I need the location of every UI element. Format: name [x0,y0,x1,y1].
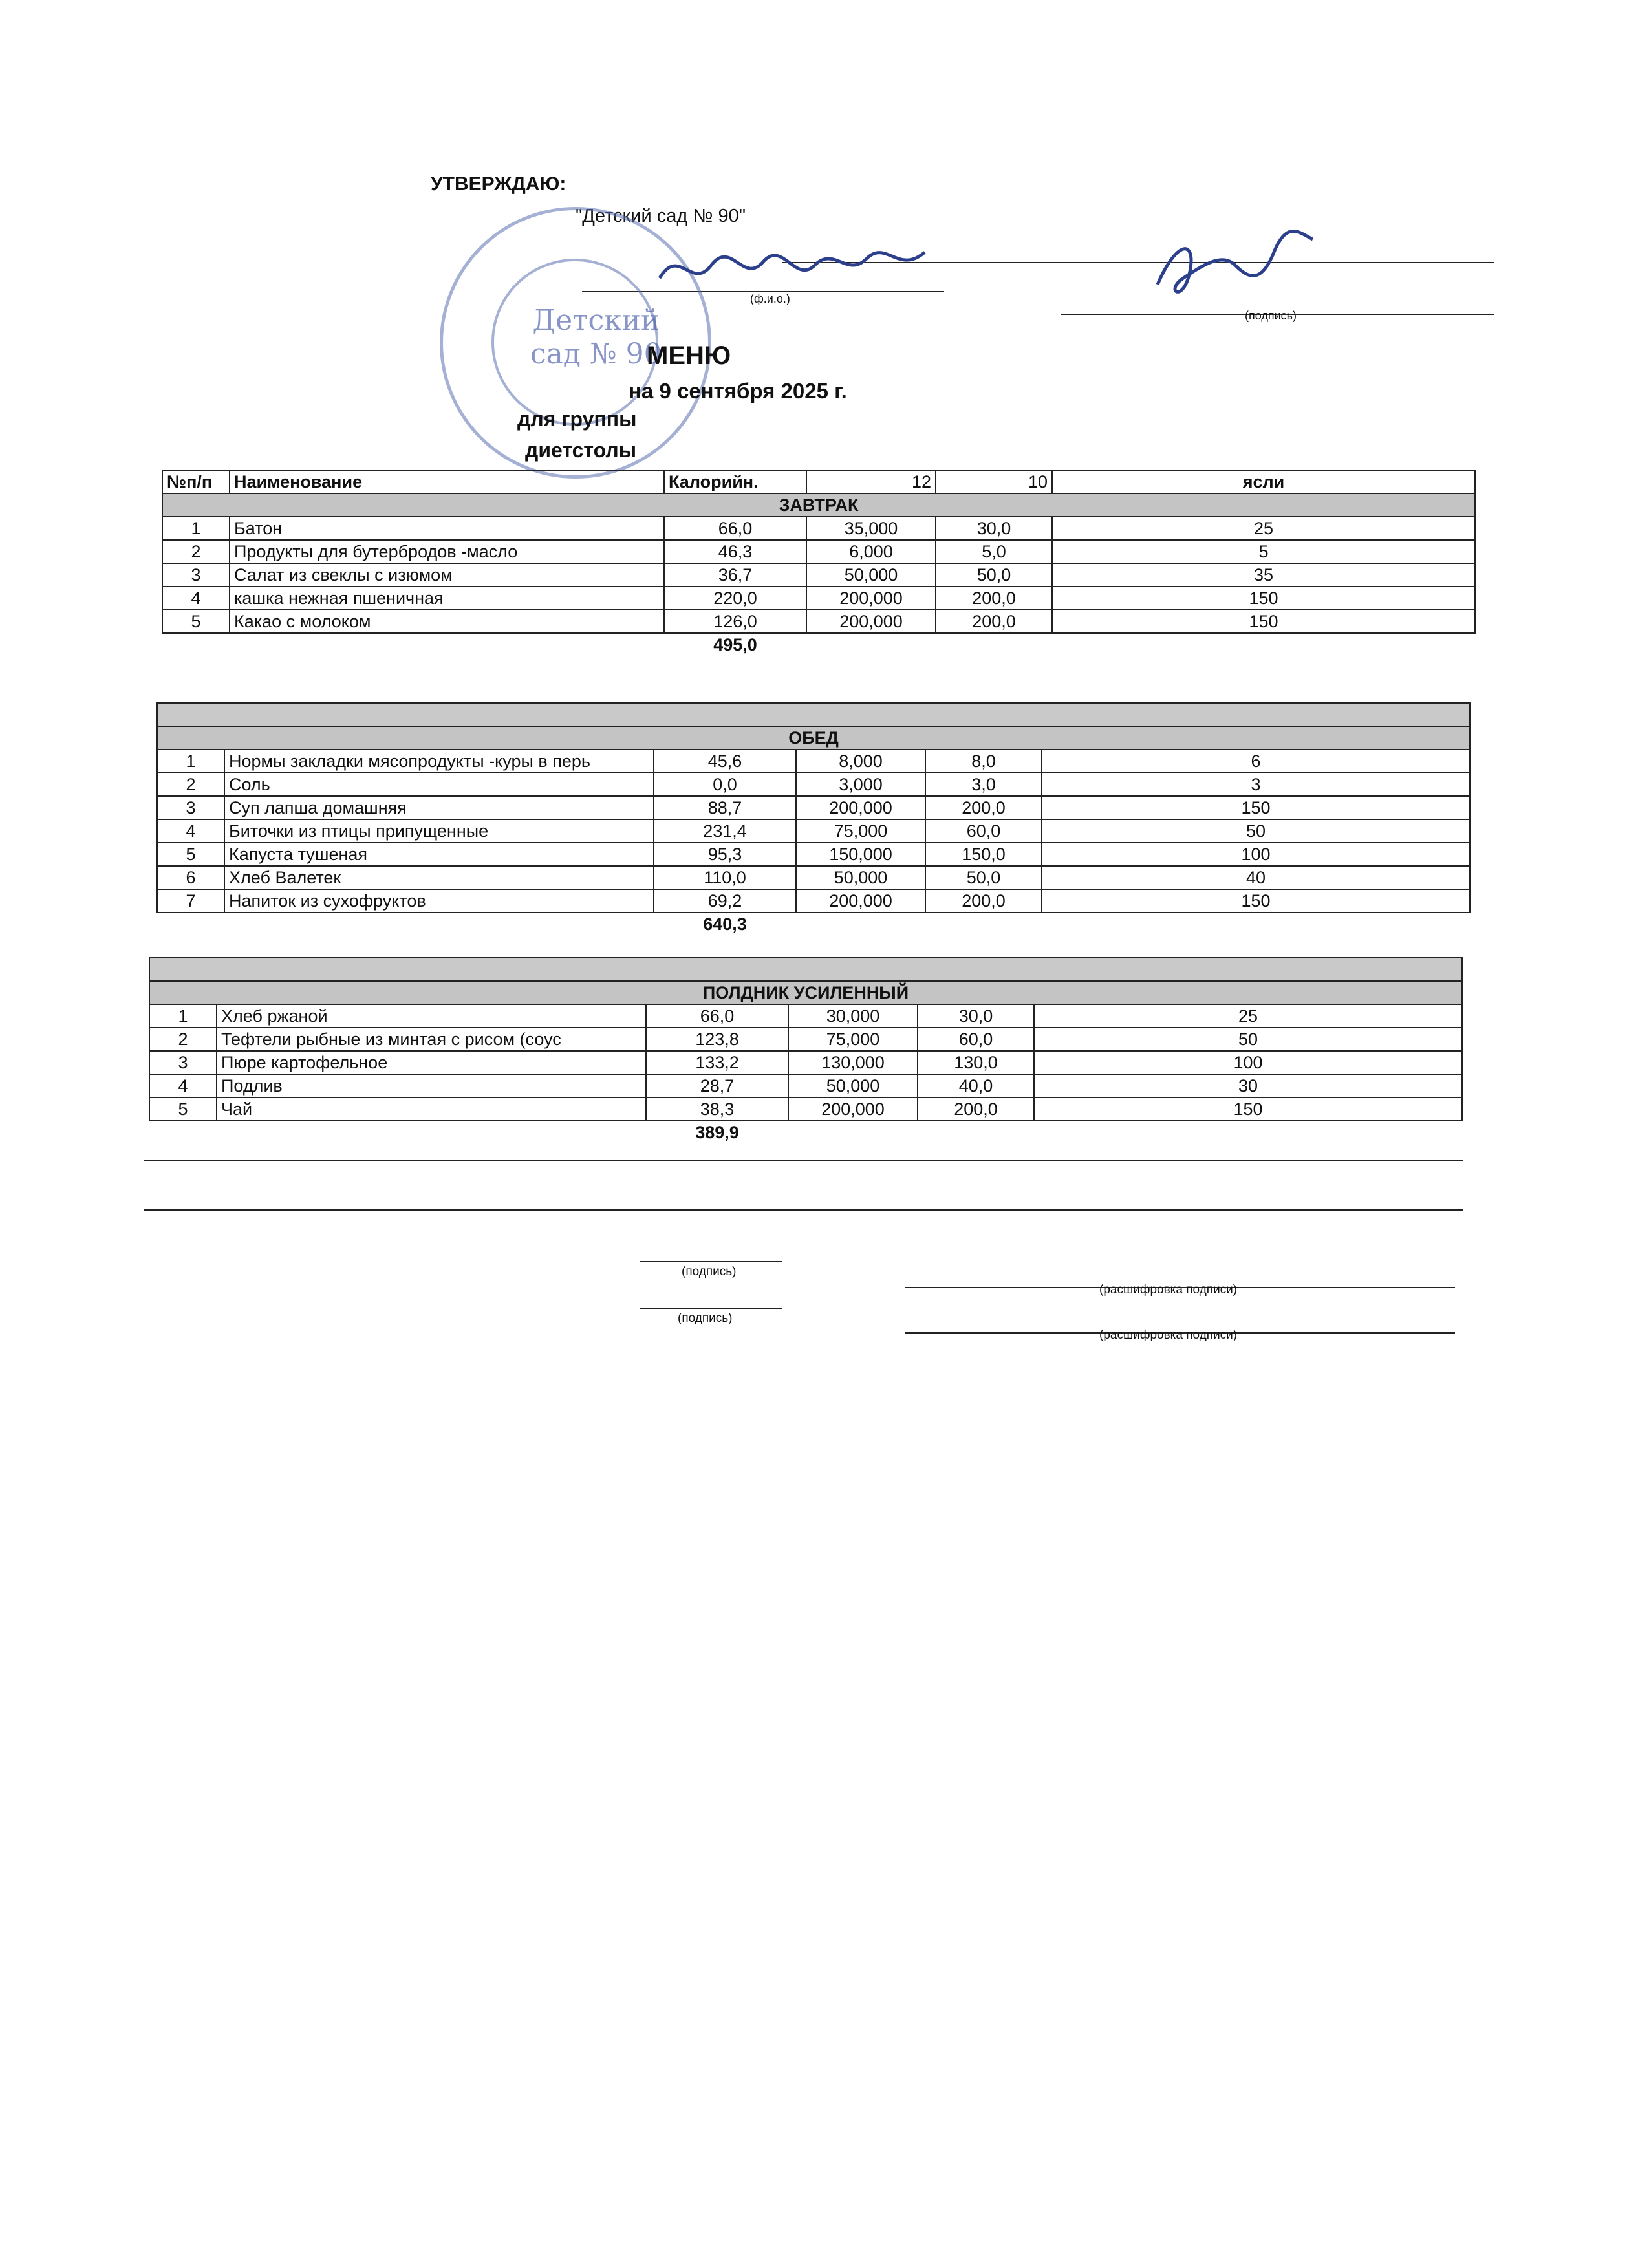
table-row [157,819,1470,843]
dish-calories: 126,0 [664,610,806,633]
sign-caption: (подпись) [1245,309,1297,322]
dish-name: Капуста тушеная [224,843,654,866]
blank-header-row [157,703,1470,726]
dish-name: Суп лапша домашняя [224,796,654,819]
separator-line [144,1160,1463,1161]
breakfast-total-calories: 495,0 [713,635,757,654]
dish-name: Напиток из сухофруктов [224,889,654,913]
snack-total-calories: 389,9 [695,1123,739,1142]
table-row [162,610,1475,633]
dish-calories: 36,7 [664,563,806,587]
dish-name: Какао с молоком [230,610,664,633]
dish-portion-yasli: 25 [1052,517,1475,540]
dish-portion-10: 150,0 [925,843,1042,866]
seal-text [530,304,662,371]
dish-portion-10: 30,0 [936,517,1052,540]
dish-portion-10: 200,0 [925,889,1042,913]
diet-label: диетстолы [525,438,637,462]
row-num: 3 [157,796,224,819]
row-num: 1 [157,750,224,773]
dish-portion-yasli: 150 [1042,796,1470,819]
dish-portion-12: 3,000 [796,773,925,796]
dish-portion-12: 50,000 [788,1074,918,1097]
dish-portion-10: 200,0 [936,610,1052,633]
table-row [162,563,1475,587]
dish-portion-10: 130,0 [918,1051,1034,1074]
row-num: 4 [157,819,224,843]
dish-portion-12: 6,000 [806,540,936,563]
dish-portion-yasli: 35 [1052,563,1475,587]
dish-calories: 231,4 [654,819,796,843]
dish-portion-yasli: 150 [1052,610,1475,633]
dish-name: Батон [230,517,664,540]
separator-line [144,1209,1463,1211]
row-num: 5 [162,610,230,633]
row-num: 2 [157,773,224,796]
dish-calories: 95,3 [654,843,796,866]
col-yasli-header: ясли [1052,470,1475,493]
dish-portion-10: 8,0 [925,750,1042,773]
dish-portion-12: 200,000 [806,587,936,610]
dish-portion-12: 8,000 [796,750,925,773]
snack-table [149,957,1463,1143]
organization-name: "Детский сад № 90" [576,206,746,226]
table-row [149,1097,1462,1121]
handwritten-signature-fio [653,239,944,297]
row-num: 2 [149,1028,217,1051]
dish-name: Хлеб Валетек [224,866,654,889]
table-row [157,866,1470,889]
signature-caption-2: (подпись) [678,1312,733,1325]
dish-portion-yasli: 5 [1052,540,1475,563]
section-row [162,493,1475,517]
dish-calories: 66,0 [646,1004,788,1028]
row-num: 5 [157,843,224,866]
table-row [149,1028,1462,1051]
menu-title: МЕНЮ [647,341,731,370]
dish-calories: 66,0 [664,517,806,540]
breakfast-table [162,470,1476,656]
dish-calories: 88,7 [654,796,796,819]
table-row [157,889,1470,913]
section-row [149,981,1462,1004]
total-row [162,633,1475,656]
signature-line-2 [640,1308,782,1309]
fio-caption: (ф.и.о.) [750,292,790,305]
dish-name: кашка нежная пшеничная [230,587,664,610]
table-row [149,1004,1462,1028]
row-num: 6 [157,866,224,889]
table-row [157,750,1470,773]
menu-date: на 9 сентября 2025 г. [629,379,847,403]
dish-name: Салат из свеклы с изюмом [230,563,664,587]
dish-name: Биточки из птицы припущенные [224,819,654,843]
handwritten-signature [1138,226,1345,297]
table-row [162,540,1475,563]
row-num: 4 [149,1074,217,1097]
dish-portion-12: 200,000 [788,1097,918,1121]
row-num: 5 [149,1097,217,1121]
dish-portion-yasli: 50 [1034,1028,1462,1051]
decode-caption-1: (расшифровка подписи) [1099,1283,1238,1297]
dish-portion-yasli: 6 [1042,750,1470,773]
dish-portion-yasli: 150 [1034,1097,1462,1121]
dish-portion-12: 75,000 [788,1028,918,1051]
dish-portion-yasli: 100 [1042,843,1470,866]
dish-portion-yasli: 30 [1034,1074,1462,1097]
dish-portion-yasli: 150 [1042,889,1470,913]
seal-text-line1: Детский [532,304,660,337]
group-label: для группы [517,407,637,431]
table-header-row [162,470,1475,493]
dish-portion-12: 50,000 [796,866,925,889]
dish-portion-10: 30,0 [918,1004,1034,1028]
signature-caption-1: (подпись) [682,1265,737,1279]
table-row [157,773,1470,796]
dish-portion-12: 150,000 [796,843,925,866]
section-title-breakfast: ЗАВТРАК [162,493,1475,517]
total-row [149,1121,1462,1143]
dish-calories: 220,0 [664,587,806,610]
dish-calories: 133,2 [646,1051,788,1074]
dish-name: Хлеб ржаной [217,1004,646,1028]
dish-calories: 38,3 [646,1097,788,1121]
dish-portion-12: 200,000 [796,889,925,913]
seal-text-line2: сад № 90 [530,338,662,371]
dish-portion-12: 35,000 [806,517,936,540]
dish-portion-10: 50,0 [925,866,1042,889]
dish-name: Соль [224,773,654,796]
dish-portion-yasli: 150 [1052,587,1475,610]
signature-line-1 [640,1261,782,1262]
dish-portion-10: 50,0 [936,563,1052,587]
row-num: 2 [162,540,230,563]
col-cal-header: Калорийн. [664,470,806,493]
dish-portion-10: 200,0 [918,1097,1034,1121]
dish-calories: 28,7 [646,1074,788,1097]
dish-portion-yasli: 40 [1042,866,1470,889]
dish-name: Пюре картофельное [217,1051,646,1074]
table-row [162,517,1475,540]
col-10-header: 10 [936,470,1052,493]
table-row [162,587,1475,610]
dish-portion-12: 50,000 [806,563,936,587]
row-num: 3 [149,1051,217,1074]
dish-portion-10: 40,0 [918,1074,1034,1097]
dish-calories: 0,0 [654,773,796,796]
dish-portion-yasli: 3 [1042,773,1470,796]
dish-name: Нормы закладки мясопродукты -куры в перь [224,750,654,773]
table-row [157,796,1470,819]
approve-label: УТВЕРЖДАЮ: [431,173,566,195]
dish-portion-12: 200,000 [796,796,925,819]
section-title-lunch: ОБЕД [157,726,1470,750]
dish-name: Продукты для бутербродов -масло [230,540,664,563]
table-row [149,1074,1462,1097]
dish-calories: 69,2 [654,889,796,913]
decode-caption-2: (расшифровка подписи) [1099,1328,1238,1342]
dish-portion-12: 30,000 [788,1004,918,1028]
lunch-table [156,702,1471,935]
total-row [157,913,1470,935]
dish-portion-12: 130,000 [788,1051,918,1074]
table-row [149,1051,1462,1074]
dish-name: Тефтели рыбные из минтая с рисом (соус [217,1028,646,1051]
section-title-snack: ПОЛДНИК УСИЛЕННЫЙ [149,981,1462,1004]
table-row [157,843,1470,866]
dish-portion-yasli: 25 [1034,1004,1462,1028]
row-num: 1 [162,517,230,540]
dish-calories: 46,3 [664,540,806,563]
dish-name: Чай [217,1097,646,1121]
row-num: 1 [149,1004,217,1028]
col-name-header: Наименование [230,470,664,493]
dish-calories: 110,0 [654,866,796,889]
col-num-header: №п/п [162,470,230,493]
section-row [157,726,1470,750]
dish-portion-10: 60,0 [925,819,1042,843]
row-num: 3 [162,563,230,587]
dish-portion-10: 200,0 [936,587,1052,610]
dish-portion-10: 3,0 [925,773,1042,796]
row-num: 4 [162,587,230,610]
dish-calories: 45,6 [654,750,796,773]
dish-calories: 123,8 [646,1028,788,1051]
col-12-header: 12 [806,470,936,493]
row-num: 7 [157,889,224,913]
dish-portion-yasli: 50 [1042,819,1470,843]
dish-name: Подлив [217,1074,646,1097]
dish-portion-10: 200,0 [925,796,1042,819]
dish-portion-12: 200,000 [806,610,936,633]
dish-portion-10: 60,0 [918,1028,1034,1051]
dish-portion-10: 5,0 [936,540,1052,563]
dish-portion-12: 75,000 [796,819,925,843]
lunch-total-calories: 640,3 [703,914,747,934]
dish-portion-yasli: 100 [1034,1051,1462,1074]
blank-header-row [149,958,1462,981]
